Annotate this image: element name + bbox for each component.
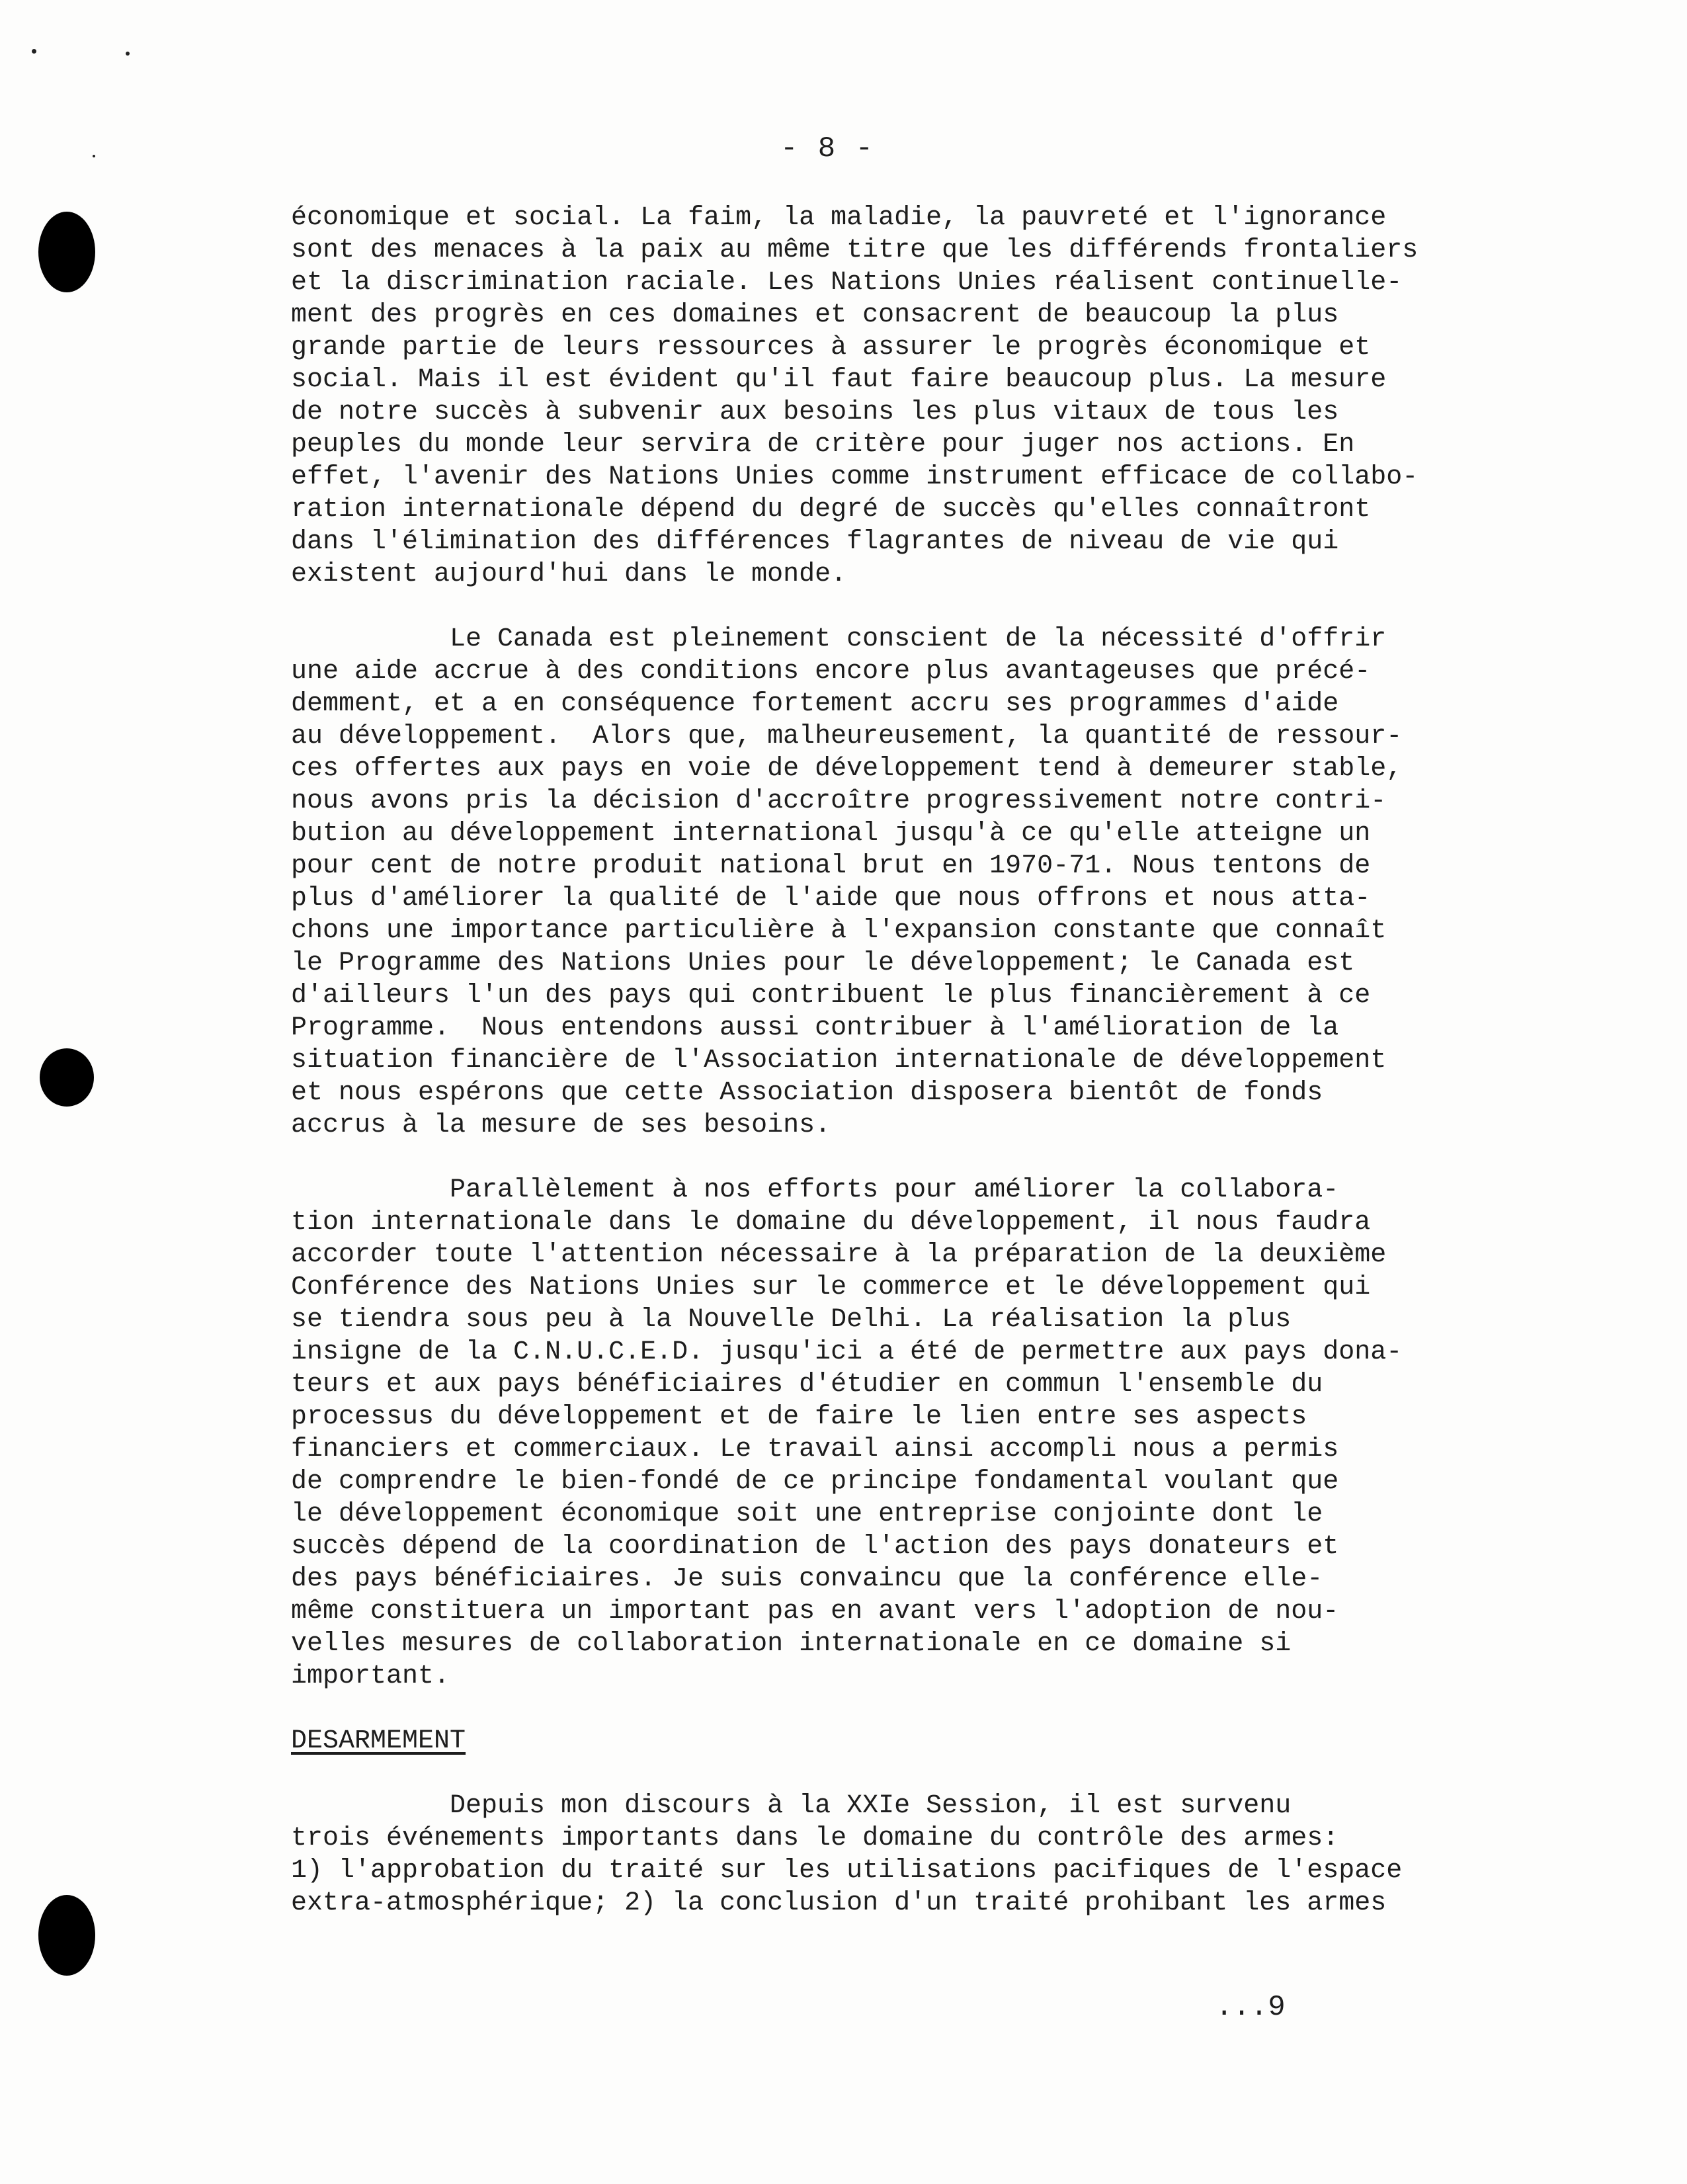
text-line: financiers et commerciaux. Le travail ainsi accompli nous a permis [291, 1435, 1339, 1464]
text-line: même constituera un important pas en avant vers l'adoption de nou- [291, 1597, 1339, 1626]
paragraph-gap [291, 1693, 1481, 1725]
text-line: et nous espérons que cette Association disposera bientôt de fonds [291, 1078, 1323, 1108]
paragraph-gap [291, 591, 1481, 623]
text-line: social. Mais il est évident qu'il faut faire beaucoup plus. La mesure [291, 365, 1387, 395]
text-line: processus du développement et de faire le lien entre ses aspects [291, 1402, 1307, 1432]
text-line: velles mesures de collaboration internationale en ce domaine si [291, 1629, 1292, 1659]
text-line: dans l'élimination des différences flagrantes de niveau de vie qui [291, 527, 1339, 557]
text-line: Conférence des Nations Unies sur le commerce et le développement qui [291, 1273, 1371, 1302]
section-heading-text: DESARMEMENT [291, 1726, 466, 1756]
text-line: succès dépend de la coordination de l'action des pays donateurs et [291, 1532, 1339, 1562]
text-line: tion internationale dans le domaine du développement, il nous faudra [291, 1208, 1371, 1238]
text-line: se tiendra sous peu à la Nouvelle Delhi. La réalisation la plus [291, 1305, 1292, 1335]
text-line: d'ailleurs l'un des pays qui contribuent le plus financièrement à ce [291, 981, 1371, 1011]
text-line: Parallèlement à nos efforts pour améliorer la collabora- [291, 1175, 1339, 1205]
text-line: sont des menaces à la paix au même titre que les différends frontaliers [291, 235, 1419, 265]
scan-speck [93, 155, 95, 157]
page-number: - 8 - [780, 132, 875, 165]
text-line: Programme. Nous entendons aussi contribuer à l'amélioration de la [291, 1013, 1339, 1043]
text-line: économique et social. La faim, la maladie, la pauvreté et l'ignorance [291, 203, 1387, 233]
punch-hole-bottom [38, 1895, 95, 1976]
paragraph-gap [291, 1757, 1481, 1790]
text-line: de notre succès à subvenir aux besoins les plus vitaux de tous les [291, 398, 1339, 427]
text-line: le Programme des Nations Unies pour le développement; le Canada est [291, 948, 1355, 978]
scan-speck [126, 52, 130, 56]
text-line: existent aujourd'hui dans le monde. [291, 560, 847, 589]
text-line: au développement. Alors que, malheureusement, la quantité de ressour- [291, 722, 1403, 751]
punch-hole-middle [40, 1048, 94, 1107]
text-line: grande partie de leurs ressources à assurer le progrès économique et [291, 333, 1371, 362]
text-line: ces offertes aux pays en voie de développement tend à demeurer stable, [291, 754, 1403, 784]
punch-hole-top [38, 212, 95, 292]
text-line: Depuis mon discours à la XXIe Session, il est survenu [291, 1791, 1292, 1821]
text-line: des pays bénéficiaires. Je suis convaincu que la conférence elle- [291, 1564, 1323, 1594]
text-line: ration internationale dépend du degré de succès qu'elles connaîtront [291, 495, 1371, 525]
text-line: ment des progrès en ces domaines et consacrent de beaucoup la plus [291, 300, 1339, 330]
text-line: situation financière de l'Association internationale de développement [291, 1046, 1387, 1075]
text-line: 1) l'approbation du traité sur les utilisations pacifiques de l'espace [291, 1856, 1403, 1886]
text-line: pour cent de notre produit national brut en 1970-71. Nous tentons de [291, 851, 1371, 881]
section-heading [291, 1725, 1481, 1757]
text-line: bution au développement international jusqu'à ce qu'elle atteigne un [291, 819, 1371, 849]
text-line: chons une importance particulière à l'expansion constante que connaît [291, 916, 1387, 946]
text-line: insigne de la C.N.U.C.E.D. jusqu'ici a été de permettre aux pays dona- [291, 1337, 1403, 1367]
text-line: nous avons pris la décision d'accroître progressivement notre contri- [291, 786, 1387, 816]
text-line: une aide accrue à des conditions encore plus avantageuses que précé- [291, 657, 1371, 687]
continuation-marker: ...9 [1215, 1991, 1286, 2024]
text-line: extra-atmosphérique; 2) la conclusion d'un traité prohibant les armes [291, 1888, 1387, 1918]
body-text [291, 202, 1481, 1919]
paragraph-gap [291, 1142, 1481, 1174]
text-line: plus d'améliorer la qualité de l'aide que nous offrons et nous atta- [291, 884, 1371, 913]
text-line: accrus à la mesure de ses besoins. [291, 1111, 831, 1140]
text-line: demment, et a en conséquence fortement accru ses programmes d'aide [291, 689, 1339, 719]
text-line: Le Canada est pleinement conscient de la nécessité d'offrir [291, 624, 1387, 654]
scan-speck [32, 49, 36, 54]
text-line: effet, l'avenir des Nations Unies comme instrument efficace de collabo- [291, 462, 1419, 492]
text-line: le développement économique soit une entreprise conjointe dont le [291, 1499, 1323, 1529]
text-line: et la discrimination raciale. Les Nations Unies réalisent continuelle- [291, 268, 1403, 298]
text-line: teurs et aux pays bénéficiaires d'étudier en commun l'ensemble du [291, 1370, 1323, 1400]
text-line: trois événements importants dans le domaine du contrôle des armes: [291, 1824, 1339, 1853]
text-line: de comprendre le bien-fondé de ce principe fondamental voulant que [291, 1467, 1339, 1497]
text-line: peuples du monde leur servira de critère pour juger nos actions. En [291, 430, 1355, 460]
text-line: accorder toute l'attention nécessaire à la préparation de la deuxième [291, 1240, 1387, 1270]
text-line: important. [291, 1661, 450, 1691]
